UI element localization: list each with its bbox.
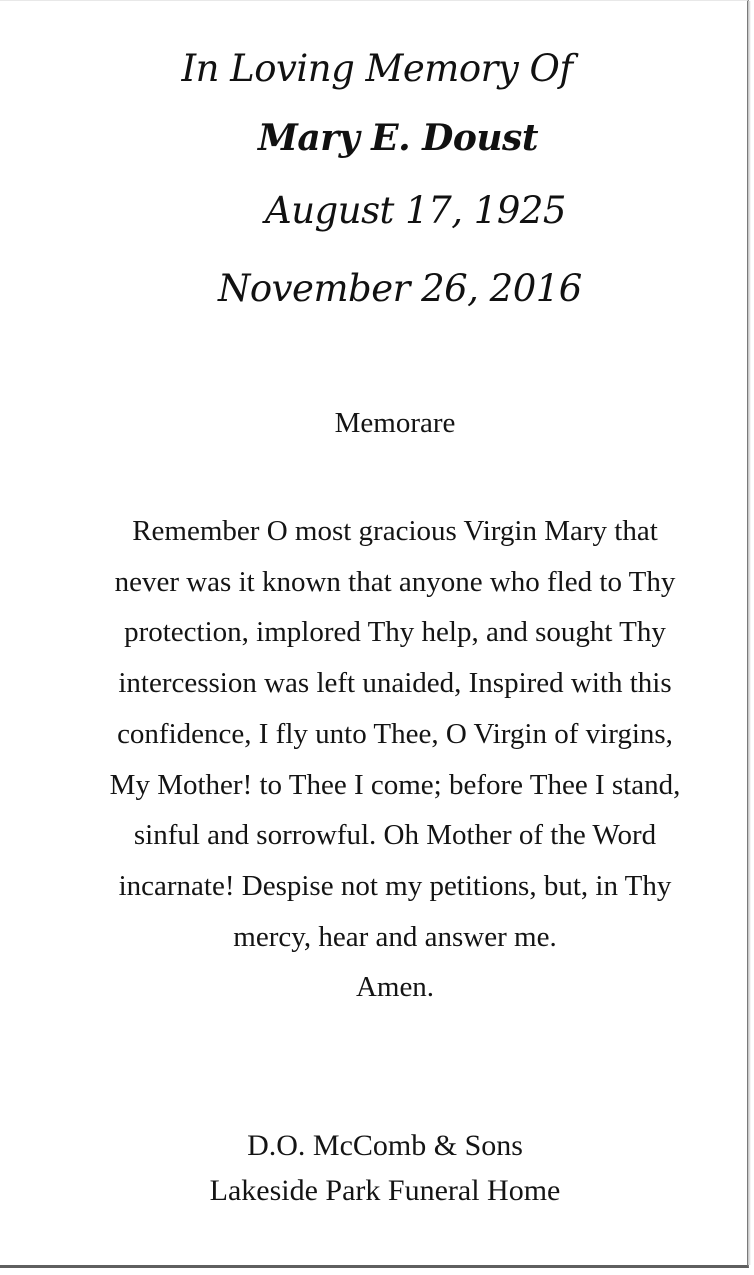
birth-date: August 17, 1925 <box>265 189 566 232</box>
prayer-line: incarnate! Despise not my petitions, but, in Thy <box>118 869 672 902</box>
prayer-amen: Amen. <box>355 971 435 1004</box>
deceased-name: Mary E. Doust <box>258 117 538 159</box>
prayer-line: My Mother! to Thee I come; before Thee I stand, <box>109 768 681 801</box>
prayer-line: Remember O most gracious Virgin Mary that <box>132 515 658 547</box>
funeral-home-owner: D.O. McComb & Sons <box>247 1129 523 1162</box>
memorial-heading: In Loving Memory Of <box>181 47 573 90</box>
death-date: November 26, 2016 <box>218 267 582 310</box>
prayer-line: never was it known that anyone who fled to Thy <box>114 565 676 598</box>
prayer-line: confidence, I fly unto Thee, O Virgin of virgins, <box>117 717 673 750</box>
funeral-home-name: Lakeside Park Funeral Home <box>209 1174 561 1207</box>
prayer-text <box>40 506 750 1013</box>
prayer-line: intercession was left unaided, Inspired with this <box>118 667 672 700</box>
prayer-line: sinful and sorrowful. Oh Mother of the Word <box>133 819 657 852</box>
prayer-line: protection, implored Thy help, and sought Thy <box>124 616 666 649</box>
prayer-line: mercy, hear and answer me. <box>233 920 557 953</box>
prayer-title: Memorare <box>334 407 456 439</box>
